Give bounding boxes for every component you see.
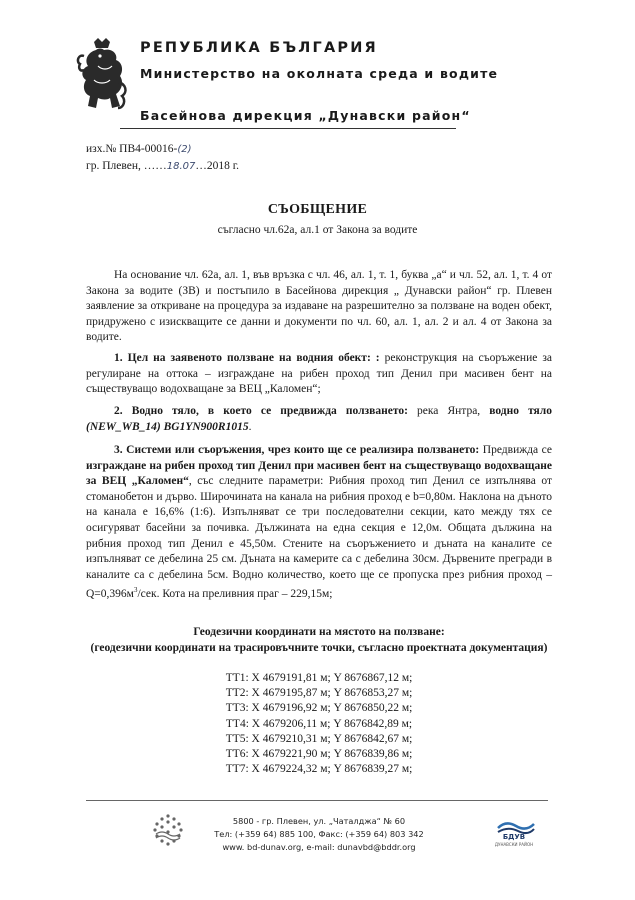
handwritten-date: 18.07 bbox=[166, 161, 196, 172]
coordinate-point: ТТ6: X 4679221,90 м; Y 8676839,86 м; bbox=[225, 748, 413, 761]
coordinate-point: ТТ3: X 4679196,92 м; Y 8676850,22 м; bbox=[225, 702, 413, 715]
cubic-superscript: 3 bbox=[133, 586, 138, 595]
place-and-date bbox=[86, 160, 239, 172]
bduv-logo-subtext: ДУНАВСКИ РАЙОН bbox=[494, 842, 534, 847]
place-date-suffix: …2018 г. bbox=[195, 160, 240, 172]
water-drops-logo-icon bbox=[148, 810, 188, 850]
geodetic-heading bbox=[86, 625, 552, 656]
header-divider bbox=[120, 128, 456, 129]
directorate-name: Басейнова дирекция „Дунавски район“ bbox=[140, 108, 471, 123]
coordinate-point: ТТ5: X 4679210,31 м; Y 8676842,67 м; bbox=[225, 732, 413, 745]
place-date-prefix: гр. Плевен, …… bbox=[86, 160, 167, 172]
coordinate-list bbox=[86, 671, 552, 777]
outgoing-number bbox=[86, 143, 191, 155]
section-3-bold: изграждане на рибен проход тип Денил при масивен бент на съществуващо водохващане за ВЕЦ „Каломен“ bbox=[86, 459, 552, 488]
footer-divider bbox=[86, 800, 548, 801]
section-2-heading: 2. Водно тяло, в което се предвижда ползването: bbox=[114, 405, 408, 417]
ministry-name: Министерство на околната среда и водите bbox=[140, 66, 499, 81]
intro-text: На основание чл. 62а, ал. 1, във връзка с чл. 46, ал. 1, т. 1, буква „а“ и чл. 52, ал. 1, т. 4 от Закона за водите (ЗВ) и постъпило в Басейнова дирекция „ Дунавски район“ гр. Плевен заявление за откриване на процедура за издаване на разрешително за ползване на воден обект, придружено с изискващите се данни и документи по чл. 60, ал. 1, ал. 2 и ал. 4 от Закона за водите. bbox=[86, 269, 552, 344]
section-3-paragraph bbox=[86, 443, 552, 603]
section-3-text-a: Предвижда се bbox=[479, 444, 552, 456]
section-2-text: река Янтра, bbox=[407, 405, 490, 417]
document-subtitle: съгласно чл.62а, ал.1 от Закона за водите bbox=[217, 224, 418, 236]
section-1-text: реконструкция на съоръжение за регулиране на оттока – изграждане на рибен проход тип Денил при масивен бент на съществуващо водохващане за ВЕЦ „Каломен“; bbox=[86, 352, 552, 396]
document-title: СЪОБЩЕНИЕ bbox=[267, 202, 368, 217]
republic-name: РЕПУБЛИКА БЪЛГАРИЯ bbox=[140, 40, 378, 56]
coordinate-point: ТТ7: X 4679224,32 м; Y 8676839,27 м; bbox=[225, 763, 413, 776]
section-2-paragraph bbox=[86, 404, 552, 435]
section-3-heading: 3. Системи или съоръжения, чрез които ще се реализира ползването: bbox=[114, 444, 480, 456]
intro-paragraph bbox=[86, 268, 552, 346]
geodetic-title: Геодезични координати на мястото на ползване: bbox=[193, 626, 445, 638]
coordinate-point: ТТ4: X 4679206,11 м; Y 8676842,89 м; bbox=[225, 717, 413, 730]
section-1-heading: 1. Цел на заявеното ползване на водния обект: : bbox=[114, 352, 380, 364]
section-2-bold-tail: водно тяло bbox=[489, 405, 552, 417]
section-1-paragraph bbox=[86, 351, 552, 398]
lion-crest-icon bbox=[74, 36, 128, 114]
footer-phones: Тел: (+359 64) 885 100, Факс: (+359 64) 803 342 bbox=[214, 829, 424, 839]
coordinate-point: ТТ1: X 4679191,81 м; Y 8676867,12 м; bbox=[225, 672, 413, 684]
footer-web-email: www. bd-dunav.org, e-mail: dunavbd@bddr.org bbox=[222, 842, 416, 852]
handwritten-number: (2) bbox=[177, 144, 192, 155]
bduv-logo-text: БДУВ bbox=[502, 833, 526, 841]
section-2-end: . bbox=[248, 420, 252, 433]
geodetic-subtitle: (геодезични координати на трасировъчните точки, съгласно проектната документация) bbox=[90, 641, 548, 654]
coordinate-point: ТТ2: X 4679195,87 м; Y 8676853,27 м; bbox=[225, 687, 413, 700]
section-3-text-b: , със следните параметри: Рибния проход тип Денил се изпълнява от стоманобетон и дърво. Широчината на канала на рибния проход е b=0,80м. Наклона на дъното на канала е 16,6% (1:6). Изпълняват се три последователни секции, като между тях се осигуряват басейни за почивка. Дължината на една секция е 12,0м. Общата дължина на рибния проход тип Денил е 45,50м. Стените на съоръжението и дъната на каналите се изпълняват се дебелина 25 см. Дъната на камерите са с дебелина 30см. Дървените прегради в каналите са с дебелина 5см. Водно количество, което ще се пропуска през рибния проход – Q=0,396м bbox=[86, 475, 552, 601]
outgoing-number-prefix: изх.№ ПВ4-00016- bbox=[86, 143, 178, 155]
water-body-code: (NEW_WB_14) BG1YN900R1015 bbox=[86, 420, 249, 433]
section-3-text-c: /сек. Кота на преливния праг – 229,15м; bbox=[137, 588, 333, 601]
footer-address: 5800 - гр. Плевен, ул. „Чаталджа“ № 60 bbox=[232, 816, 406, 826]
